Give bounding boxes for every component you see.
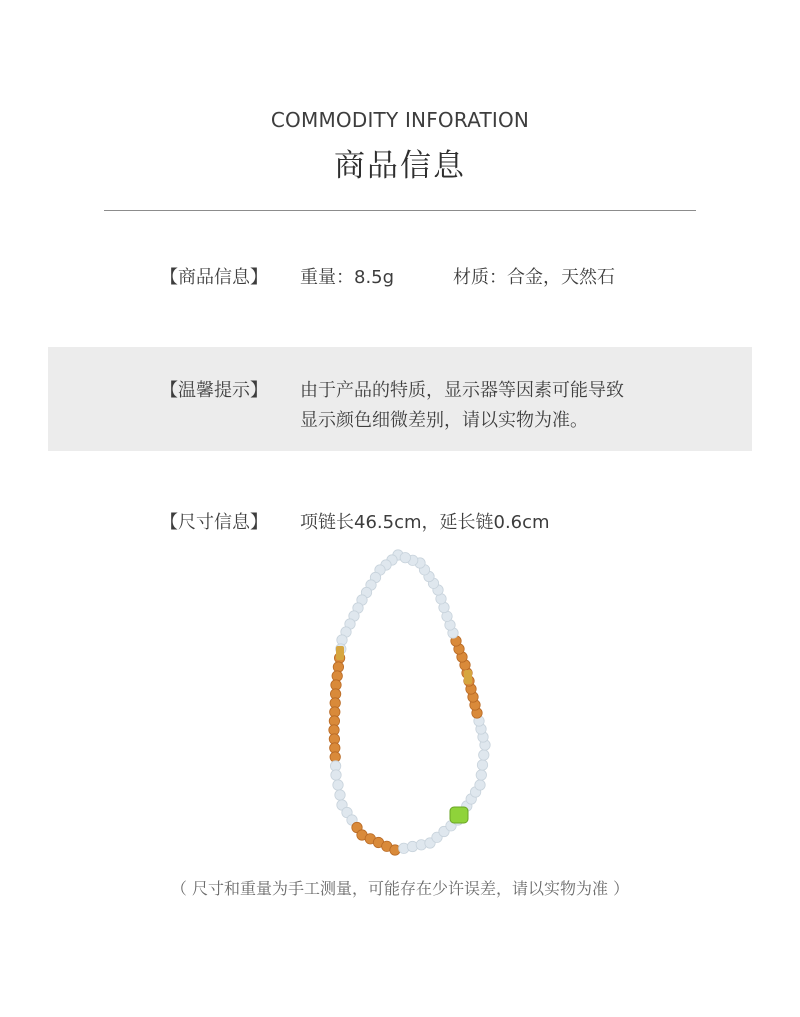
bead [333,780,343,790]
tips-line-1: 由于产品的特质，显示器等因素可能导致 [300,380,624,401]
size-info-label: 【尺寸信息】 [160,512,268,533]
bead [476,770,486,780]
bead [331,770,341,780]
section-title-en: COMMODITY INFORATION [270,108,530,132]
green-accent-bead [450,807,468,823]
bead [400,553,410,563]
material-value: 材质：合金，天然石 [453,267,615,288]
tips-line-2: 显示颜色细微差别，请以实物为准。 [300,410,588,431]
bead [475,780,485,790]
size-value: 项链长46.5cm，延长链0.6cm [300,512,550,533]
necklace-image [310,545,500,865]
gold-spacer [464,670,472,684]
section-title-cn: 商品信息 [334,148,466,184]
measurement-note: （ 尺寸和重量为手工测量，可能存在少许误差，请以实物为准 ） [170,879,630,898]
bead [477,760,487,770]
gold-spacer [336,646,344,660]
weight-value: 重量：8.5g [300,267,395,288]
tips-label: 【温馨提示】 [160,380,268,401]
bead [335,790,345,800]
product-info-label: 【商品信息】 [160,267,268,288]
bead [479,750,489,760]
divider [104,210,696,211]
